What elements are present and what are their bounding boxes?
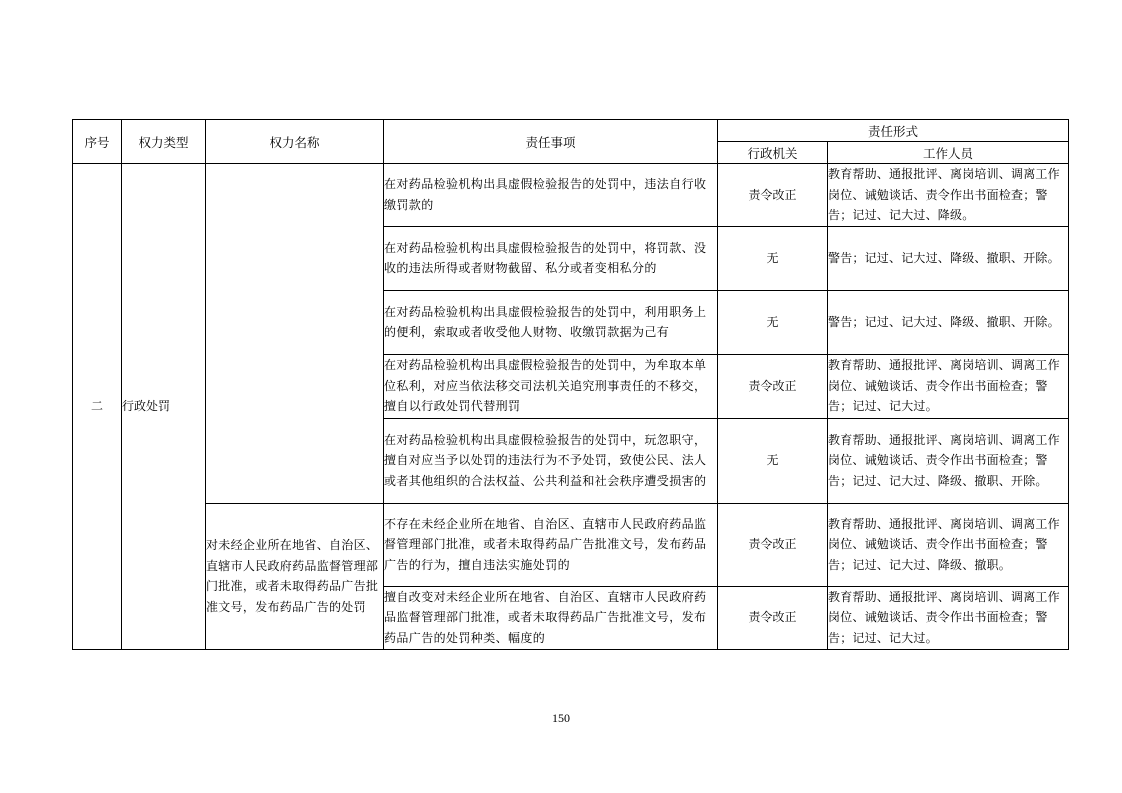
responsibility-item-cell: 在对药品检验机构出具虚假检验报告的处罚中，违法自行收缴罚款的 — [384, 164, 718, 227]
responsibility-item-cell: 在对药品检验机构出具虚假检验报告的处罚中，玩忽职守，擅自对应当予以处罚的违法行为不予处罚，致使公民、法人或者其他组织的合法权益、公共利益和社会秩序遭受损害的 — [384, 418, 718, 503]
header-admin-organ: 行政机关 — [718, 142, 828, 164]
header-row — [73, 120, 1069, 142]
seq-cell: 二 — [73, 164, 122, 650]
header-responsibility-form: 责任形式 — [718, 120, 1069, 142]
table-row — [73, 164, 1069, 227]
staff-cell: 警告；记过、记大过、降级、撤职、开除。 — [828, 290, 1069, 354]
table-row — [73, 503, 1069, 586]
responsibility-item-cell: 擅自改变对未经企业所在地省、自治区、直辖市人民政府药品监督管理部门批准，或者未取得药品广告批准文号，发布药品广告的处罚种类、幅度的 — [384, 586, 718, 649]
header-responsibility-item: 责任事项 — [384, 120, 718, 164]
staff-cell: 教育帮助、通报批评、离岗培训、调离工作岗位、诫勉谈话、责令作出书面检查；警告；记过、记大过、降级、撤职。 — [828, 503, 1069, 586]
staff-cell: 教育帮助、通报批评、离岗培训、调离工作岗位、诫勉谈话、责令作出书面检查；警告；记过、记大过、降级、撤职、开除。 — [828, 418, 1069, 503]
page-number: 150 — [552, 711, 570, 725]
staff-cell: 警告；记过、记大过、降级、撤职、开除。 — [828, 226, 1069, 290]
admin-organ-cell: 无 — [718, 418, 828, 503]
header-staff: 工作人员 — [828, 142, 1069, 164]
responsibility-item-cell: 不存在未经企业所在地省、自治区、直辖市人民政府药品监督管理部门批准，或者未取得药品广告批准文号，发布药品广告的行为，擅自违法实施处罚的 — [384, 503, 718, 586]
header-power-type: 权力类型 — [122, 120, 206, 164]
admin-organ-cell: 责令改正 — [718, 503, 828, 586]
power-list-table — [72, 119, 1069, 650]
header-seq: 序号 — [73, 120, 122, 164]
table-header — [73, 120, 1069, 164]
admin-organ-cell: 责令改正 — [718, 586, 828, 649]
admin-organ-cell: 责令改正 — [718, 354, 828, 418]
responsibility-item-cell: 在对药品检验机构出具虚假检验报告的处罚中，为牟取本单位私利，对应当依法移交司法机关追究刑事责任的不移交，擅自以行政处罚代替刑罚 — [384, 354, 718, 418]
responsibility-item-cell: 在对药品检验机构出具虚假检验报告的处罚中，利用职务上的便利，索取或者收受他人财物、收缴罚款据为己有 — [384, 290, 718, 354]
staff-cell: 教育帮助、通报批评、离岗培训、调离工作岗位、诫勉谈话、责令作出书面检查；警告；记过、记大过。 — [828, 586, 1069, 649]
admin-organ-cell: 无 — [718, 290, 828, 354]
header-power-name: 权力名称 — [206, 120, 384, 164]
admin-organ-cell: 责令改正 — [718, 164, 828, 227]
admin-organ-cell: 无 — [718, 226, 828, 290]
staff-cell: 教育帮助、通报批评、离岗培训、调离工作岗位、诫勉谈话、责令作出书面检查；警告；记过、记大过、降级。 — [828, 164, 1069, 227]
staff-cell: 教育帮助、通报批评、离岗培训、调离工作岗位、诫勉谈话、责令作出书面检查；警告；记过、记大过。 — [828, 354, 1069, 418]
power-type-cell: 行政处罚 — [122, 164, 206, 650]
table-body — [73, 164, 1069, 650]
responsibility-item-cell: 在对药品检验机构出具虚假检验报告的处罚中，将罚款、没收的违法所得或者财物截留、私分或者变相私分的 — [384, 226, 718, 290]
power-name-cell-2: 对未经企业所在地省、自治区、直辖市人民政府药品监督管理部门批准，或者未取得药品广告批准文号，发布药品广告的处罚 — [206, 503, 384, 649]
power-name-cell-1 — [206, 164, 384, 504]
